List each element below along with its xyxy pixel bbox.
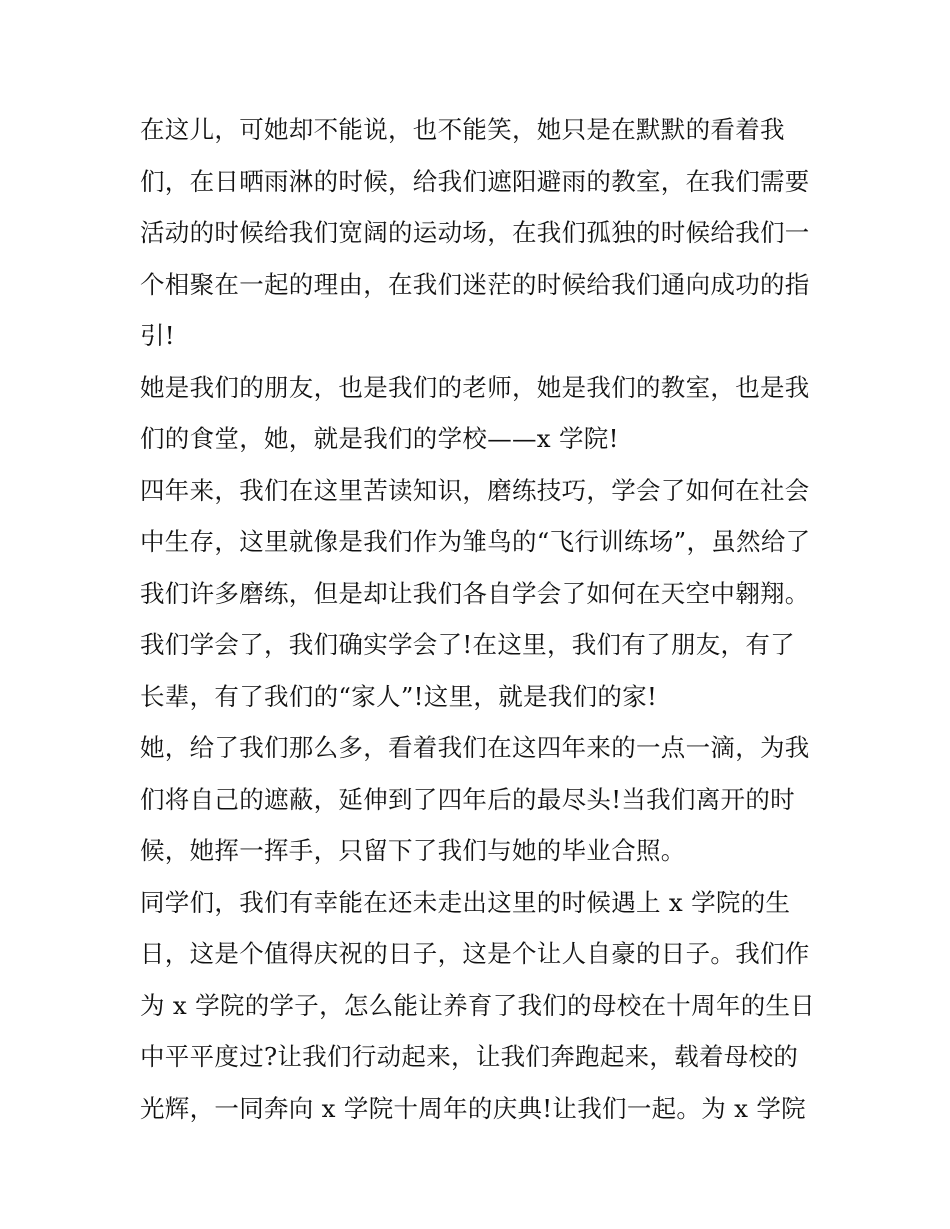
text-line: 们，在日晒雨淋的时候，给我们遮阳避雨的教室，在我们需要 xyxy=(140,166,810,196)
text-line: 个相聚在一起的理由，在我们迷茫的时候给我们通向成功的指 xyxy=(140,269,810,299)
text-line: 日，这是个值得庆祝的日子，这是个让人自豪的日子。我们作 xyxy=(140,939,810,968)
text-line: 我们许多磨练，但是却让我们各自学会了如何在天空中翱翔。 xyxy=(140,578,810,608)
text-line: 活动的时候给我们宽阔的运动场，在我们孤独的时候给我们一 xyxy=(140,218,810,247)
text-line: 长辈，有了我们的“家人”!这里，就是我们的家! xyxy=(140,681,658,711)
text-line: 中平平度过?让我们行动起来，让我们奔跑起来，载着母校的 xyxy=(140,1042,799,1071)
text-line: 她是我们的朋友，也是我们的老师，她是我们的教室，也是我 xyxy=(140,372,810,402)
text-line: 们将自己的遮蔽，延伸到了四年后的最尽头!当我们离开的时 xyxy=(140,784,795,814)
text-line: 四年来，我们在这里苦读知识，磨练技巧，学会了如何在社会 xyxy=(140,475,810,505)
text-line: 在这儿，可她却不能说，也不能笑，她只是在默默的看着我 xyxy=(140,115,785,144)
text-line: 们的食堂，她，就是我们的学校——x 学院! xyxy=(140,424,619,453)
text-line: 引! xyxy=(140,321,175,350)
text-line: 同学们，我们有幸能在还未走出这里的时候遇上 x 学院的生 xyxy=(140,887,791,917)
text-line: 她，给了我们那么多，看着我们在这四年来的一点一滴，为我 xyxy=(140,733,810,762)
text-line: 我们学会了，我们确实学会了!在这里，我们有了朋友，有了 xyxy=(140,630,795,659)
text-line: 为 x 学院的学子，怎么能让养育了我们的母校在十周年的生日 xyxy=(140,990,816,1020)
document-body xyxy=(140,104,820,1134)
text-line: 中生存，这里就像是我们作为雏鸟的“飞行训练场”，虽然给了 xyxy=(140,527,811,556)
text-line: 光辉，一同奔向 x 学院十周年的庆典!让我们一起。为 x 学院 xyxy=(140,1093,806,1123)
text-line: 候，她挥一挥手，只留下了我们与她的毕业合照。 xyxy=(140,836,686,865)
